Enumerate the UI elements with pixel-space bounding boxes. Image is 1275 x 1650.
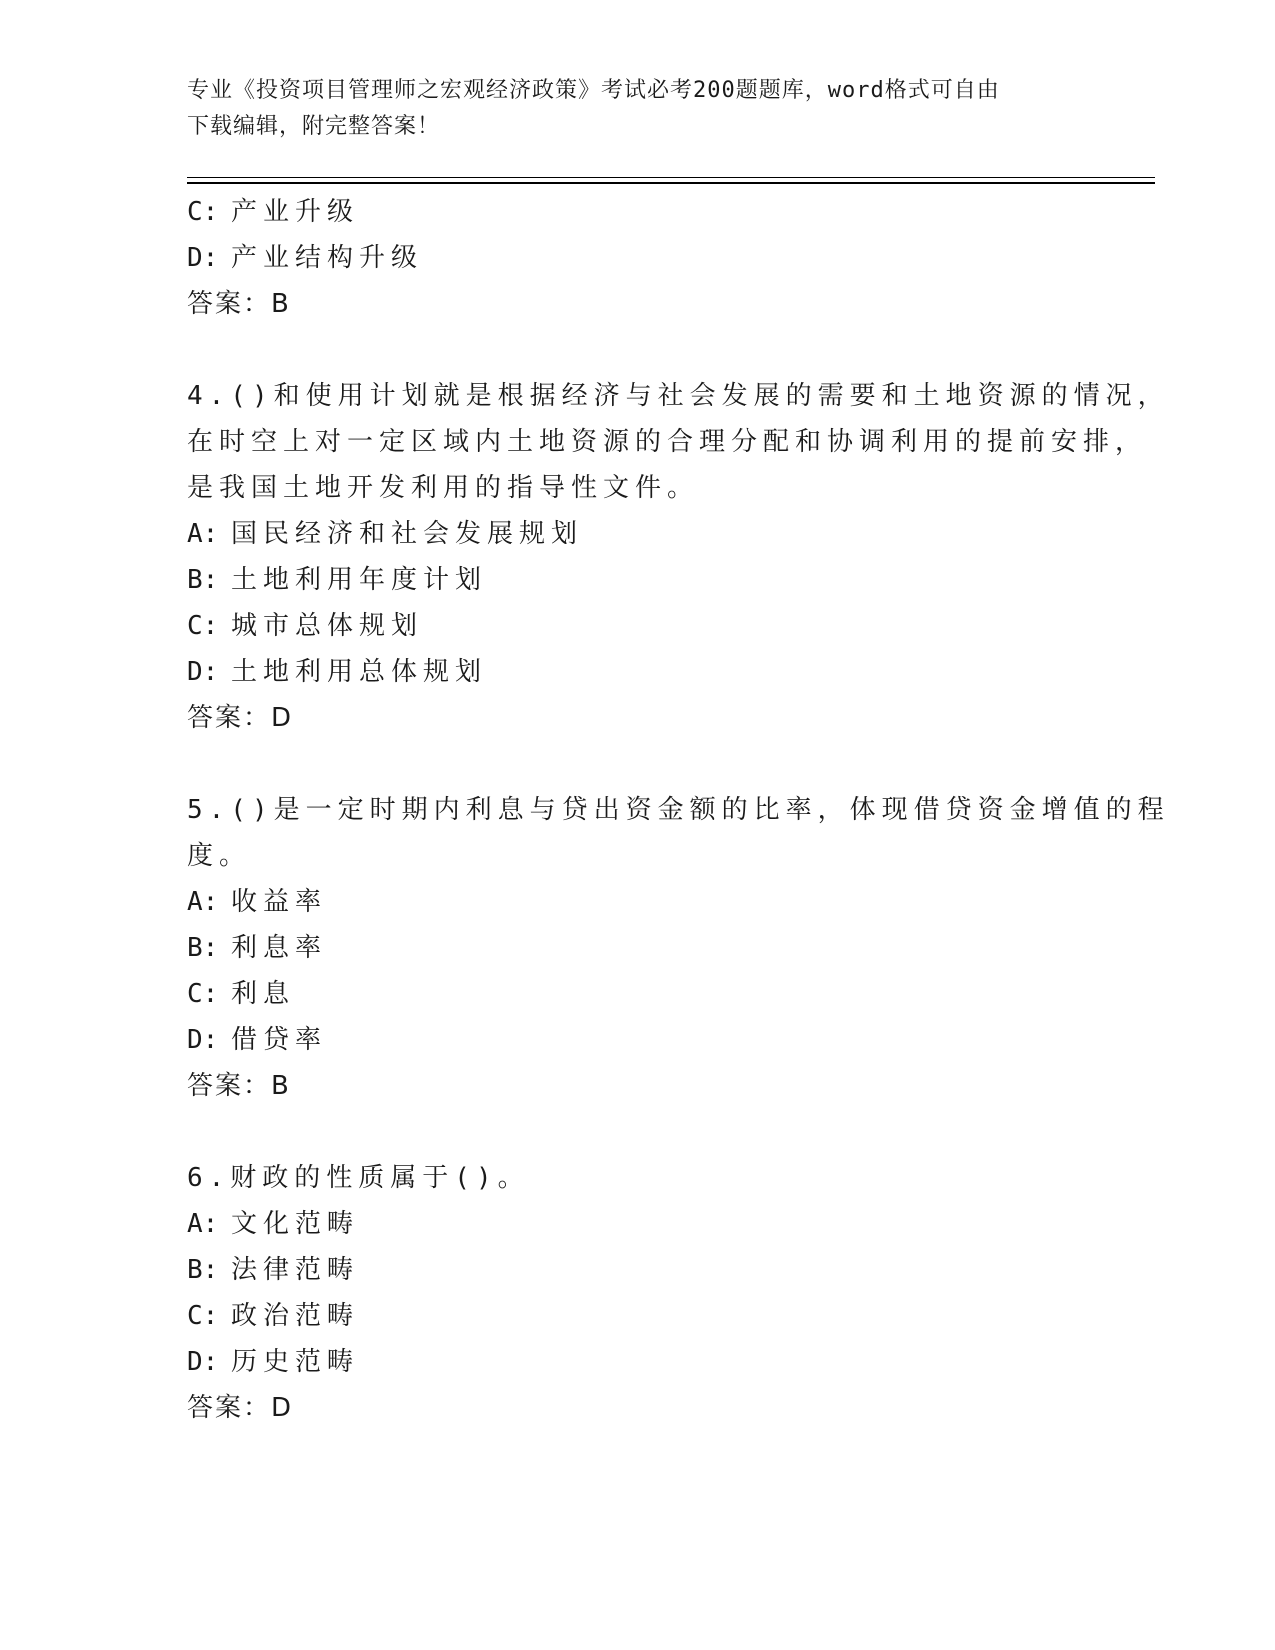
option-text: 历史范畴	[231, 1347, 360, 1377]
option-d	[187, 649, 1087, 695]
header-rule-thin	[187, 177, 1155, 178]
answer-line: 答案：D	[187, 1393, 294, 1423]
stem-line: 4.()和使用计划就是根据经济与社会发展的需要和土地资源的情况，	[187, 381, 1170, 411]
option-text: 利息率	[231, 933, 328, 963]
option-label: D:	[187, 1347, 219, 1377]
stem-line: 6.财政的性质属于()。	[187, 1163, 530, 1193]
question-stem	[187, 373, 1170, 511]
option-label: C:	[187, 979, 219, 1009]
question-5	[187, 787, 1170, 1109]
question-list	[187, 189, 1170, 1431]
option-b	[187, 557, 1087, 603]
option-label: B:	[187, 1255, 219, 1285]
option-d	[187, 1017, 1087, 1063]
question-stem	[187, 1155, 1087, 1201]
option-label: B:	[187, 565, 219, 595]
stem-line: 在时空上对一定区域内土地资源的合理分配和协调利用的提前安排，	[187, 427, 1148, 457]
question-6	[187, 1155, 1087, 1431]
answer-line: 答案：B	[187, 289, 291, 319]
option-label: A:	[187, 887, 219, 917]
answer-line: 答案：B	[187, 1071, 291, 1101]
option-label: C:	[187, 197, 219, 227]
option-c	[187, 971, 1087, 1017]
option-label: D:	[187, 243, 219, 273]
option-text: 土地利用年度计划	[231, 565, 488, 595]
question-stem	[187, 787, 1170, 879]
option-a	[187, 511, 1087, 557]
option-label: A:	[187, 1209, 219, 1239]
option-c	[187, 603, 1087, 649]
document-header	[187, 73, 1067, 145]
option-label: B:	[187, 933, 219, 963]
option-c	[187, 189, 1087, 235]
option-a	[187, 879, 1087, 925]
stem-line: 度。	[187, 841, 252, 871]
option-b	[187, 1247, 1087, 1293]
stem-line: 5.()是一定时期内利息与贷出资金额的比率，体现借贷资金增值的程	[187, 795, 1170, 825]
option-label: D:	[187, 657, 219, 687]
option-label: D:	[187, 1025, 219, 1055]
stem-line: 是我国土地开发利用的指导性文件。	[187, 473, 700, 503]
option-label: C:	[187, 1301, 219, 1331]
option-text: 城市总体规划	[231, 611, 424, 641]
question-4	[187, 373, 1170, 741]
option-text: 产业结构升级	[231, 243, 424, 273]
option-text: 土地利用总体规划	[231, 657, 488, 687]
option-text: 产业升级	[231, 197, 360, 227]
option-label: A:	[187, 519, 219, 549]
option-text: 政治范畴	[231, 1301, 360, 1331]
option-text: 借贷率	[231, 1025, 328, 1055]
continued-question	[187, 189, 1087, 327]
option-text: 文化范畴	[231, 1209, 360, 1239]
header-line-2: 下载编辑，附完整答案！	[187, 114, 441, 139]
option-text: 国民经济和社会发展规划	[231, 519, 584, 549]
option-d	[187, 235, 1087, 281]
option-text: 法律范畴	[231, 1255, 360, 1285]
answer-line: 答案：D	[187, 703, 294, 733]
option-c	[187, 1293, 1087, 1339]
header-rule-thick	[187, 182, 1155, 184]
option-text: 收益率	[231, 887, 328, 917]
option-d	[187, 1339, 1087, 1385]
option-b	[187, 925, 1087, 971]
option-text: 利息	[231, 979, 296, 1009]
option-label: C:	[187, 611, 219, 641]
option-a	[187, 1201, 1087, 1247]
header-line-1: 专业《投资项目管理师之宏观经济政策》考试必考200题题库，word格式可自由	[187, 78, 1000, 103]
